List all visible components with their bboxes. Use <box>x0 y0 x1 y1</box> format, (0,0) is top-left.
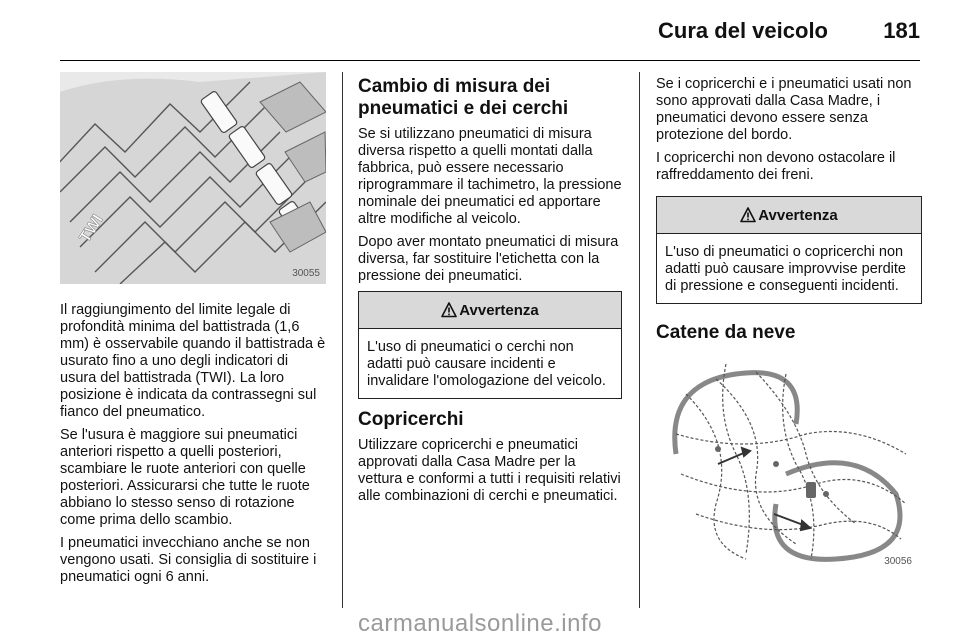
header-rule <box>60 60 920 61</box>
warning-box <box>656 196 922 304</box>
paragraph: I pneumatici invecchiano anche se non vengono usati. Si consiglia di sostituire i pneumatici ogni 6 anni. <box>60 535 317 585</box>
watermark: carmanualsonline.info <box>358 610 602 637</box>
snow-chain-illustration <box>656 354 918 572</box>
heading: Cambio di misura dei pneumatici e dei cerchi <box>358 76 569 119</box>
page-number: 181 <box>883 18 920 43</box>
figure-label: 30056 <box>884 556 912 567</box>
column-2 <box>358 76 622 511</box>
column-divider <box>639 72 640 608</box>
column-1 <box>60 72 328 592</box>
paragraph: Il raggiungimento del limite legale di profondità minima del battistrada (1,6 mm) è osservabile quando il battistrada è usurato fino a uno degli indicatori di usura del battistrada (TWI). La loro posizione è indicata da contrassegni sul fianco del pneumatico. <box>60 302 326 420</box>
paragraph: Se i copricerchi e i pneumatici usati non sono approvati dalla Casa Madre, i pneumatici devono essere senza protezione del bordo. <box>656 76 912 143</box>
warning-title: Avvertenza <box>459 301 539 319</box>
column-3 <box>656 76 922 572</box>
figure-label: 30055 <box>292 268 320 279</box>
snow-chain-figure <box>656 354 918 572</box>
paragraph: I copricerchi non devono ostacolare il raffreddamento dei freni. <box>656 150 896 183</box>
paragraph: Dopo aver montato pneumatici di misura diversa, far sostituire l'etichetta con la pressione dei pneumatici. <box>358 234 619 284</box>
warning-box <box>358 291 622 399</box>
warning-triangle-icon <box>740 207 756 223</box>
warning-text: L'uso di pneumatici o cerchi non adatti può causare incidenti e invalidare l'omologazione del veicolo. <box>367 339 606 389</box>
heading: Copricerchi <box>358 409 464 430</box>
tread-wear-figure <box>60 72 326 284</box>
page-header <box>60 12 920 52</box>
warning-triangle-icon <box>441 302 457 318</box>
warning-header <box>657 197 921 234</box>
paragraph: Se si utilizzano pneumatici di misura diversa rispetto a quelli montati dalla fabbrica, può essere necessario riprogrammare il tachimetro, la pressione nominale dei pneumatici ed apportare altre modifiche al veicolo. <box>358 126 622 227</box>
section-title: Cura del veicolo <box>658 18 828 43</box>
tire-tread-illustration <box>60 72 326 284</box>
warning-title: Avvertenza <box>758 206 838 224</box>
twi-marking: TWI <box>76 211 107 246</box>
paragraph: Utilizzare copricerchi e pneumatici approvati dalla Casa Madre per la vettura e conformi a tutti i requisiti relativi alle combinazioni di cerchi e pneumatici. <box>358 437 621 504</box>
warning-text: L'uso di pneumatici o copricerchi non adatti può causare improvvise perdite di pressione e conseguenti incidenti. <box>665 244 906 294</box>
warning-header <box>359 292 621 329</box>
paragraph: Se l'usura è maggiore sui pneumatici anteriori rispetto a quelli posteriori, scambiare le ruote anteriori con quelle posteriori. Assicurarsi che tutte le ruote abbiano lo stesso senso di rotazione come prima dello scambio. <box>60 427 310 528</box>
column-divider <box>342 72 343 608</box>
heading: Catene da neve <box>656 322 796 343</box>
